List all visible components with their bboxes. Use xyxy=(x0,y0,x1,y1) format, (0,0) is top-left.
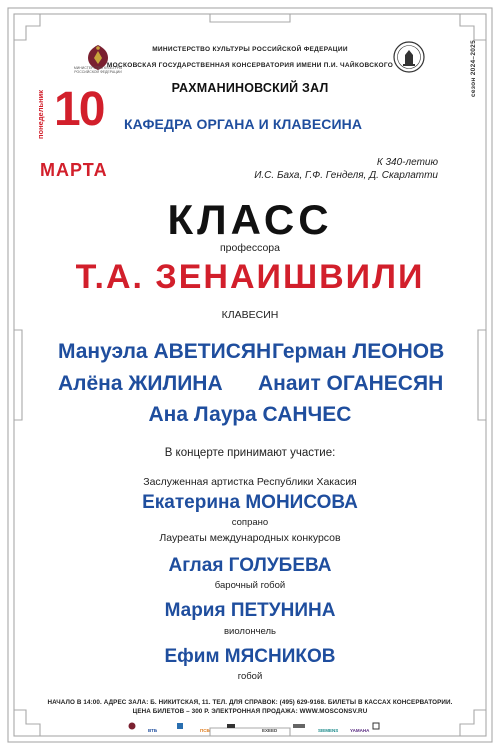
performer-name: Екатерина МОНИСОВА xyxy=(142,492,358,513)
instrument-label: КЛАВЕСИН xyxy=(221,309,279,321)
sponsor-mark-icon xyxy=(292,722,306,730)
anniversary-line-2: И.С. Баха, Г.Ф. Генделя, Д. Скарлатти xyxy=(254,170,438,181)
date-month: МАРТА xyxy=(40,160,108,180)
sponsor-mark-icon xyxy=(226,722,236,730)
student-name: Мануэла АВЕТИСЯН xyxy=(58,340,272,363)
participants-intro: В концерте принимают участие: xyxy=(164,447,336,459)
sponsor-mark-icon xyxy=(176,722,184,730)
student-name: Герман ЛЕОНОВ xyxy=(272,340,445,363)
ministry-line: МИНИСТЕРСТВО КУЛЬТУРЫ РОССИЙСКОЙ ФЕДЕРАЦИИ xyxy=(152,46,348,53)
conservatory-line: МОСКОВСКАЯ ГОСУДАРСТВЕННАЯ КОНСЕРВАТОРИЯ ИМЕНИ П.И. ЧАЙКОВСКОГО xyxy=(106,62,394,69)
performer-role: гобой xyxy=(237,671,263,682)
student-name: Ана Лаура САНЧЕС xyxy=(148,403,352,426)
ministry-logo-caption: МИНИСТЕРСТВО КУЛЬТУРЫ РОССИЙСКОЙ ФЕДЕРАЦИИ xyxy=(73,66,123,74)
sponsor-mark-icon xyxy=(372,722,380,730)
performer-name: Ефим МЯСНИКОВ xyxy=(164,646,336,667)
footer-info-line-2: ЦЕНА БИЛЕТОВ – 300 Р. ЭЛЕКТРОННАЯ ПРОДАЖА: WWW.MOSCONSV.RU xyxy=(132,708,368,715)
student-name: Алёна ЖИЛИНА xyxy=(58,372,223,395)
sponsor-logo-siemens: SIEMENS xyxy=(318,728,339,733)
professor-name: Т.А. ЗЕНАИШВИЛИ xyxy=(75,258,425,296)
hall-name: РАХМАНИНОВСКИЙ ЗАЛ xyxy=(171,81,329,95)
performer-role: барочный гобой xyxy=(214,580,286,591)
performer-name: Мария ПЕТУНИНА xyxy=(164,600,336,621)
laureates-label: Лауреаты международных конкурсов xyxy=(159,532,341,544)
footer-info-line-1: НАЧАЛО В 14:00. АДРЕС ЗАЛА: Б. НИКИТСКАЯ, 11. ТЕЛ. ДЛЯ СПРАВОК: (495) 629-9168. БИЛЕТЫ В КАССАХ КОНСЕРВАТОРИИ. xyxy=(47,699,453,706)
sponsor-logo-yamaha: YAMAHA xyxy=(350,728,370,733)
emblem-icon xyxy=(128,722,136,730)
performer-role: сопрано xyxy=(231,517,269,528)
professor-label: профессора xyxy=(220,242,280,254)
sponsor-logo-exeed: EXEED xyxy=(262,728,278,733)
sponsor-logo-psb: ПСБ xyxy=(200,728,210,733)
season-label: сезон 2024–2025 xyxy=(470,40,477,98)
anniversary-line-1: К 340-летию xyxy=(376,157,438,168)
performer-name: Аглая ГОЛУБЕВА xyxy=(168,555,332,576)
department-title: КАФЕДРА ОРГАНА И КЛАВЕСИНА xyxy=(124,116,363,132)
weekday: понедельник xyxy=(36,90,45,140)
honor-title: Заслуженная артистка Республики Хакасия xyxy=(143,476,357,488)
class-heading: КЛАСС xyxy=(167,196,333,243)
performer-role: виолончель xyxy=(223,626,277,637)
sponsor-logo-vtb: ВТБ xyxy=(148,728,158,733)
date-day: 10 xyxy=(54,83,104,136)
student-name: Анаит ОГАНЕСЯН xyxy=(258,372,444,395)
